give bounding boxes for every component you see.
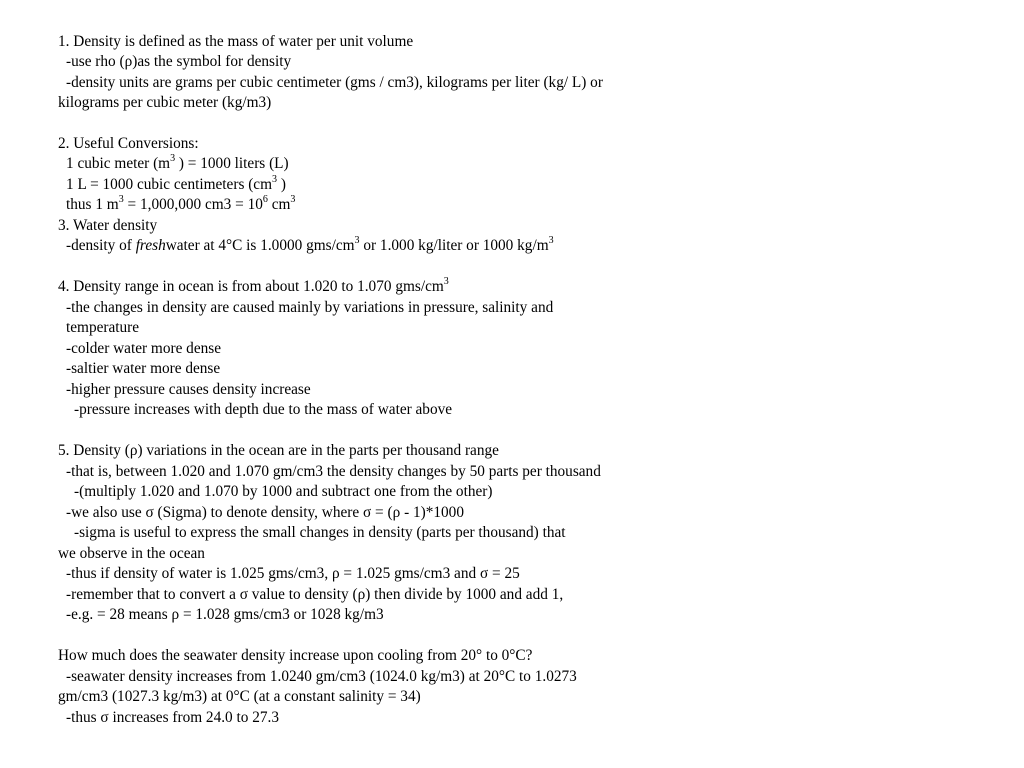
thus-text-c: = 25 [488,565,520,582]
remember-text-b: value to density ( [247,586,358,603]
sigma-useful-line: -sigma is useful to express the small changes in density (parts per thousand) that [74,524,566,541]
sigma-text-a: -we also use [66,504,146,521]
conversion-liter [66,175,286,195]
answer-line: -seawater density increases from 1.0240 gm/cm3 (1024.0 kg/m3) at 20°C to 1.0273 [66,668,577,685]
density-units-line: -density units are grams per cubic centimeter (gms / cm3), kilograms per liter (kg/ L) or [66,74,603,91]
pressure-line: -higher pressure causes density increase [66,381,311,398]
eg-text-a: -e.g. = 28 means [66,606,172,623]
fresh-text-b: water at 4°C is 1.0000 gms/cm [165,237,355,254]
sigma-symbol: σ [239,586,248,603]
sigma-symbol: σ [145,504,154,521]
example-line [66,605,384,625]
multiply-line: -(multiply 1.020 and 1.070 by 1000 and subtract one from the other) [74,483,493,500]
conv3-text-b: = 1,000,000 cm3 = 10 [123,196,263,213]
section4-heading [58,277,449,297]
thus-text-a: -thus if density of water is 1.025 gms/cm3, [66,565,332,582]
rho-symbol: ρ [129,442,138,459]
changes-line: -the changes in density are caused mainly by variations in pressure, salinity and [66,299,554,316]
rho-symbol: ρ [357,586,366,603]
sigma-increase-text-b: increases from 24.0 to 27.3 [108,709,280,726]
conv2-text-a: 1 L = 1000 cubic centimeters (cm [66,176,272,193]
sigma-increase-line [66,708,279,728]
section5-heading-a: 5. Density ( [58,442,130,459]
fresh-italic: fresh [135,237,166,254]
eg-text-b: = 1.028 gms/cm3 or 1028 kg/m3 [179,606,384,623]
pressure-depth-line: -pressure increases with depth due to the mass of water above [74,401,453,418]
section5-heading [58,441,499,461]
changes-line-cont: temperature [66,319,140,336]
sigma-text-c: = ( [371,504,393,521]
section3-heading: 3. Water density [58,217,158,234]
fresh-text-a: -density of [66,237,136,254]
section4-heading-text: 4. Density range in ocean is from about 1.020 to 1.070 gms/cm [58,278,444,295]
sigma-symbol: σ [362,504,372,521]
conv3-text-c: cm [267,196,291,213]
conv1-text-a: 1 cubic meter (m [66,155,171,172]
section5-heading-b: ) variations in the ocean are in the parts per thousand range [137,442,499,459]
section1-heading: 1. Density is defined as the mass of water per unit volume [58,33,414,50]
conv3-superscript-2: 6 [262,193,268,205]
sigma-text-b: (Sigma) to denote density, where [153,504,363,521]
density-units-line-cont: kilograms per cubic meter (kg/m3) [58,94,272,111]
sigma-useful-line-cont: we observe in the ocean [58,545,205,562]
conv3-superscript-1: 3 [118,193,124,205]
question-heading: How much does the seawater density increase upon cooling from 20° to 0°C? [58,647,533,664]
sigma-symbol: σ [100,709,109,726]
rho-text-a: -use rho ( [66,53,125,70]
conv3-text-a: thus 1 m [66,196,119,213]
sigma-definition-line [66,503,464,523]
remember-text-a: -remember that to convert a [66,586,240,603]
between-line: -that is, between 1.020 and 1.070 gm/cm3 the density changes by 50 parts per thousand [66,463,601,480]
fresh-text-c: or 1.000 kg/liter or 1000 kg/m [359,237,549,254]
conversion-cubic-meter [66,154,289,174]
conv2-superscript: 3 [272,173,277,185]
rho-symbol-line [66,52,291,72]
rho-symbol: ρ [124,53,133,70]
rho-symbol: ρ [331,565,340,582]
convert-line [66,585,563,605]
conversion-thus [66,195,295,215]
section4-superscript: 3 [443,275,449,287]
sigma-example-line [66,564,520,584]
rho-text-b: )as the symbol for density [132,53,292,70]
colder-line: -colder water more dense [66,340,222,357]
conv3-superscript-3: 3 [290,193,296,205]
rho-symbol: ρ [171,606,180,623]
sigma-symbol: σ [479,565,489,582]
sigma-increase-text-a: -thus [66,709,101,726]
fresh-superscript-1: 3 [354,234,360,246]
thus-text-b: = 1.025 gms/cm3 and [339,565,480,582]
sigma-text-d: - 1)*1000 [400,504,464,521]
saltier-line: -saltier water more dense [66,360,221,377]
answer-line-cont: gm/cm3 (1027.3 kg/m3) at 0°C (at a constant salinity = 34) [58,688,421,705]
conv1-text-b: ) = 1000 liters (L) [175,155,289,172]
conv2-text-b: ) [277,176,286,193]
fresh-superscript-2: 3 [548,234,554,246]
rho-symbol: ρ [392,504,401,521]
conv1-superscript: 3 [170,152,176,164]
section2-heading: 2. Useful Conversions: [58,135,199,152]
remember-text-c: ) then divide by 1000 and add 1, [365,586,564,603]
freshwater-density-line [66,236,554,256]
